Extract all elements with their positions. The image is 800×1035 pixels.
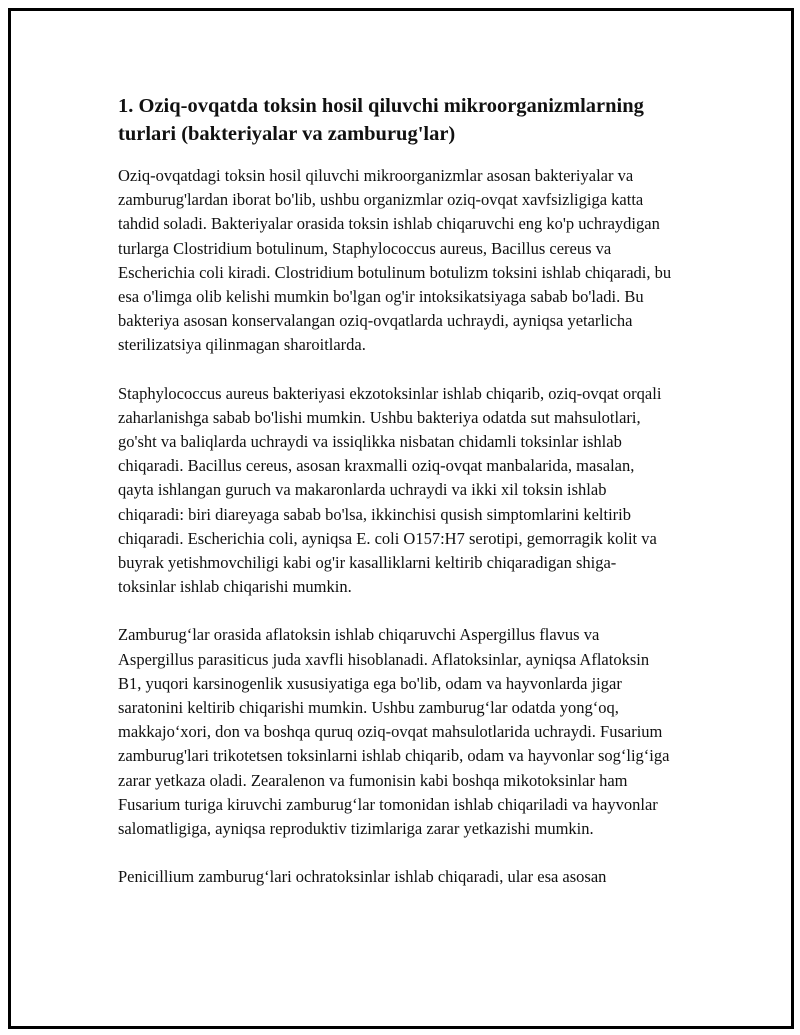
section-heading: 1. Oziq-ovqatda toksin hosil qiluvchi mikroorganizmlarning turlari (bakteriyalar va zamburug'lar) (118, 95, 644, 145)
paragraph-bacteria-types: Staphylococcus aureus bakteriyasi ekzotoksinlar ishlab chiqarib, oziq-ovqat orqali zaharlanishga sabab bo'lishi mumkin. Ushbu bakteriya odatda sut mahsulotlari, go'sht va baliqlarda uchraydi va issiqlikka nisbatan chidamli toksinlar ishlab chiqaradi. Bacillus cereus, asosan kraxmalli oziq-ovqat manbalarida, masalan, qayta ishlangan guruch va makaronlarda uchraydi va ikki xil toksin ishlab chiqaradi: biri diareyaga sabab bo'lsa, ikkinchisi qusish simptomlarini keltirib chiqaradi. Escherichia coli, ayniqsa E. coli O157:H7 serotipi, gemorragik kolit va buyrak yetishmovchiligi kabi og'ir kasalliklarni keltirib chiqaradigan shiga-toksinlar ishlab chiqarishi mumkin. (118, 383, 662, 597)
paragraph-bacteria-intro: Oziq-ovqatdagi toksin hosil qiluvchi mikroorganizmlar asosan bakteriyalar va zamburug'lardan iborat bo'lib, ushbu organizmlar oziq-ovqat xavfsizligiga katta tahdid soladi. Bakteriyalar orasida toksin ishlab chiqaruvchi eng ko'p uchraydigan turlarga Clostridium botulinum, Staphylococcus aureus, Bacillus cereus va Escherichia coli kiradi. Clostridium botulinum botulizm toksini ishlab chiqaradi, bu esa o'limga olib kelishi mumkin bo'lgan og'ir intoksikatsiyaga sabab bo'ladi. Bu bakteriya asosan konservalangan oziq-ovqatlarda uchraydi, ayniqsa yetarlicha sterilizatsiya qilinmagan sharoitlarda. (118, 166, 672, 355)
document-body (118, 92, 673, 913)
paragraph-penicillium: Penicillium zamburug‘lari ochratoksinlar ishlab chiqaradi, ular esa asosan (118, 867, 607, 887)
paragraph-fungi: Zamburug‘lar orasida aflatoksin ishlab chiqaruvchi Aspergillus flavus va Aspergillus parasiticus juda xavfli hisoblanadi. Aflatoksinlar, ayniqsa Aflatoksin B1, yuqori karsinogenlik xususiyatiga ega bo'lib, odam va hayvonlarda jigar saratonini keltirib chiqarishi mumkin. Ushbu zamburug‘lar odatda yong‘oq, makkajo‘xori, don va boshqa quruq oziq-ovqat mahsulotlarida uchraydi. Fusarium zamburug'lari trikotetsen toksinlarni ishlab chiqarib, odam va hayvonlar sog‘lig‘iga zarar yetkaza oladi. Zearalenon va fumonisin kabi boshqa mikotoksinlar ham Fusarium turiga kiruvchi zamburug‘lar tomonidan ishlab chiqariladi va hayvonlar salomatligiga, ayniqsa reproduktiv tizimlariga zarar yetkazishi mumkin. (118, 625, 670, 839)
